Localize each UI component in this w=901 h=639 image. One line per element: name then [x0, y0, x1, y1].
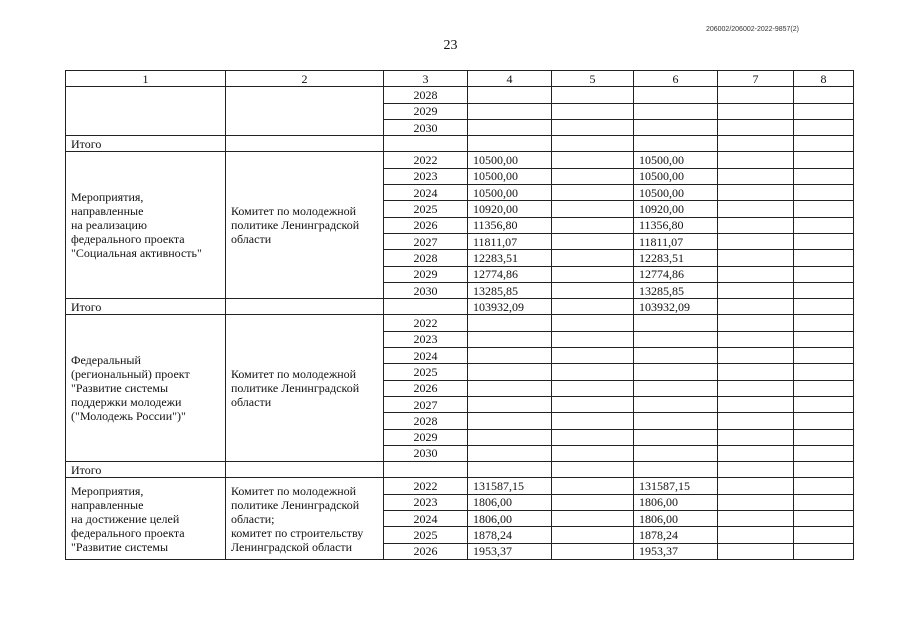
header-cell: 7: [718, 71, 794, 87]
total-col4-cell: 103932,09: [468, 299, 552, 315]
measure-name-cell-line: "Развитие системы: [71, 539, 169, 554]
amount-col4-cell: 10920,00: [468, 201, 552, 217]
amount-col8-cell: [794, 152, 854, 168]
amount-col5-cell: [552, 429, 634, 445]
year-cell: 2028: [384, 250, 468, 266]
total-label-cell: Итого: [66, 136, 226, 152]
year-cell: 2030: [384, 445, 468, 461]
amount-col7-cell: [718, 315, 794, 331]
amount-col4-cell: 10500,00: [468, 152, 552, 168]
measure-name-cell-line: федерального проекта: [71, 232, 185, 247]
amount-col8-cell: [794, 348, 854, 364]
amount-col7-cell: [718, 299, 794, 315]
page-number: 23: [443, 38, 458, 53]
amount-col6-cell: [634, 445, 718, 461]
amount-col5-cell: [552, 201, 634, 217]
amount-col8-cell: [794, 201, 854, 217]
total-row: [66, 462, 854, 478]
amount-col5-cell: [552, 494, 634, 510]
amount-col4-cell: 1806,00: [468, 511, 552, 527]
year-cell: 2026: [384, 380, 468, 396]
header-row: [66, 71, 854, 87]
amount-col6-cell: 10500,00: [634, 185, 718, 201]
amount-col7-cell: [718, 250, 794, 266]
measure-name-cell-line: на достижение целей: [71, 511, 180, 526]
year-cell: 2028: [384, 413, 468, 429]
amount-col6-cell: [634, 396, 718, 412]
amount-col4-cell: 11356,80: [468, 217, 552, 233]
amount-col4-cell: [468, 429, 552, 445]
amount-col8-cell: [794, 478, 854, 494]
amount-col8-cell: [794, 396, 854, 412]
amount-col8-cell: [794, 380, 854, 396]
amount-col8-cell: [794, 250, 854, 266]
amount-col8-cell: [794, 543, 854, 559]
executor-cell-line: Комитет по молодежной: [231, 367, 357, 382]
amount-col5-cell: [552, 233, 634, 249]
amount-col8-cell: [794, 462, 854, 478]
measure-name-cell-line: Федеральный: [71, 353, 141, 368]
measure-name-cell-line: поддержки молодежи: [71, 395, 182, 410]
executor-cell-line: политике Ленинградской: [231, 381, 360, 396]
year-cell: 2022: [384, 152, 468, 168]
amount-col7-cell: [718, 462, 794, 478]
amount-col5-cell: [552, 527, 634, 543]
amount-col5-cell: [552, 168, 634, 184]
header-cell: 8: [794, 71, 854, 87]
executor-cell: [226, 87, 384, 136]
amount-col5-cell: [552, 250, 634, 266]
total-col4-cell: [468, 136, 552, 152]
measure-name-cell-line: направленные: [71, 204, 144, 219]
amount-col6-cell: 11811,07: [634, 233, 718, 249]
budget-table: [65, 70, 854, 560]
total-col6-cell: 103932,09: [634, 299, 718, 315]
amount-col8-cell: [794, 266, 854, 282]
executor-cell: [226, 299, 384, 315]
amount-col7-cell: [718, 413, 794, 429]
amount-col5-cell: [552, 348, 634, 364]
year-cell: 2025: [384, 201, 468, 217]
year-cell: 2030: [384, 119, 468, 135]
amount-col4-cell: 1806,00: [468, 494, 552, 510]
amount-col5-cell: [552, 396, 634, 412]
header-cell: 3: [384, 71, 468, 87]
amount-col6-cell: 1806,00: [634, 494, 718, 510]
measure-name-cell: [66, 315, 226, 462]
amount-col4-cell: [468, 331, 552, 347]
amount-col6-cell: 131587,15: [634, 478, 718, 494]
executor-cell-line: комитет по строительству: [231, 525, 364, 540]
year-cell: 2025: [384, 527, 468, 543]
amount-col7-cell: [718, 429, 794, 445]
amount-col6-cell: [634, 429, 718, 445]
amount-col4-cell: [468, 364, 552, 380]
amount-col8-cell: [794, 233, 854, 249]
amount-col4-cell: 12774,86: [468, 266, 552, 282]
measure-name-cell-line: Мероприятия,: [71, 190, 144, 205]
amount-col5-cell: [552, 331, 634, 347]
year-cell: 2030: [384, 282, 468, 298]
header-cell: 4: [468, 71, 552, 87]
amount-col6-cell: 11356,80: [634, 217, 718, 233]
executor-cell-line: области: [231, 232, 272, 247]
header-cell: 6: [634, 71, 718, 87]
amount-col7-cell: [718, 152, 794, 168]
amount-col8-cell: [794, 87, 854, 103]
amount-col8-cell: [794, 299, 854, 315]
amount-col4-cell: [468, 396, 552, 412]
amount-col8-cell: [794, 331, 854, 347]
amount-col7-cell: [718, 217, 794, 233]
amount-col7-cell: [718, 364, 794, 380]
amount-col6-cell: 1806,00: [634, 511, 718, 527]
executor-cell-line: области: [231, 395, 272, 410]
header-cell: 2: [226, 71, 384, 87]
amount-col4-cell: 10500,00: [468, 185, 552, 201]
total-col6-cell: [634, 136, 718, 152]
year-cell: [384, 136, 468, 152]
executor-cell: [226, 136, 384, 152]
amount-col7-cell: [718, 494, 794, 510]
executor-cell-line: Комитет по молодежной: [231, 204, 357, 219]
amount-col7-cell: [718, 543, 794, 559]
amount-col4-cell: [468, 87, 552, 103]
year-cell: 2027: [384, 396, 468, 412]
amount-col7-cell: [718, 282, 794, 298]
executor-cell: [226, 462, 384, 478]
amount-col7-cell: [718, 511, 794, 527]
amount-col8-cell: [794, 445, 854, 461]
amount-col6-cell: 10500,00: [634, 168, 718, 184]
measure-name-cell-line: Мероприятия,: [71, 483, 144, 498]
amount-col5-cell: [552, 445, 634, 461]
amount-col8-cell: [794, 217, 854, 233]
amount-col6-cell: 1953,37: [634, 543, 718, 559]
amount-col8-cell: [794, 494, 854, 510]
amount-col4-cell: 1953,37: [468, 543, 552, 559]
amount-col5-cell: [552, 185, 634, 201]
amount-col8-cell: [794, 185, 854, 201]
amount-col4-cell: [468, 445, 552, 461]
table-row: [66, 315, 854, 331]
amount-col5-cell: [552, 152, 634, 168]
table-row: [66, 478, 854, 494]
executor-cell: [226, 478, 384, 559]
amount-col6-cell: 12283,51: [634, 250, 718, 266]
amount-col5-cell: [552, 511, 634, 527]
amount-col7-cell: [718, 266, 794, 282]
header-cell: 1: [66, 71, 226, 87]
amount-col6-cell: [634, 103, 718, 119]
amount-col5-cell: [552, 462, 634, 478]
year-cell: 2022: [384, 478, 468, 494]
amount-col4-cell: [468, 103, 552, 119]
amount-col8-cell: [794, 511, 854, 527]
amount-col8-cell: [794, 364, 854, 380]
amount-col4-cell: 13285,85: [468, 282, 552, 298]
amount-col4-cell: [468, 315, 552, 331]
total-label-cell: Итого: [66, 462, 226, 478]
amount-col4-cell: [468, 413, 552, 429]
measure-name-cell-line: (региональный) проект: [71, 367, 190, 382]
executor-cell-line: области;: [231, 511, 275, 526]
amount-col7-cell: [718, 136, 794, 152]
amount-col5-cell: [552, 543, 634, 559]
amount-col7-cell: [718, 233, 794, 249]
amount-col8-cell: [794, 103, 854, 119]
executor-cell-line: Комитет по молодежной: [231, 483, 357, 498]
amount-col5-cell: [552, 299, 634, 315]
year-cell: [384, 462, 468, 478]
executor-cell: [226, 315, 384, 462]
amount-col7-cell: [718, 201, 794, 217]
amount-col7-cell: [718, 348, 794, 364]
amount-col7-cell: [718, 445, 794, 461]
amount-col8-cell: [794, 168, 854, 184]
total-label-cell: Итого: [66, 299, 226, 315]
amount-col7-cell: [718, 103, 794, 119]
table-row: [66, 87, 854, 103]
amount-col7-cell: [718, 119, 794, 135]
year-cell: 2023: [384, 168, 468, 184]
amount-col4-cell: 11811,07: [468, 233, 552, 249]
year-cell: 2029: [384, 266, 468, 282]
measure-name-cell: [66, 478, 226, 559]
amount-col5-cell: [552, 136, 634, 152]
amount-col5-cell: [552, 103, 634, 119]
amount-col6-cell: [634, 380, 718, 396]
year-cell: 2029: [384, 429, 468, 445]
amount-col5-cell: [552, 315, 634, 331]
document-id: 206002/206002-2022-9857(2): [705, 26, 799, 33]
amount-col5-cell: [552, 478, 634, 494]
amount-col4-cell: 12283,51: [468, 250, 552, 266]
year-cell: 2024: [384, 185, 468, 201]
table-body: [66, 87, 854, 560]
amount-col6-cell: [634, 331, 718, 347]
amount-col7-cell: [718, 396, 794, 412]
amount-col5-cell: [552, 282, 634, 298]
year-cell: 2022: [384, 315, 468, 331]
amount-col8-cell: [794, 136, 854, 152]
amount-col5-cell: [552, 119, 634, 135]
year-cell: 2024: [384, 348, 468, 364]
executor-cell: [226, 152, 384, 299]
amount-col8-cell: [794, 315, 854, 331]
year-cell: 2029: [384, 103, 468, 119]
year-cell: 2026: [384, 217, 468, 233]
amount-col4-cell: 131587,15: [468, 478, 552, 494]
amount-col5-cell: [552, 217, 634, 233]
amount-col6-cell: [634, 348, 718, 364]
amount-col6-cell: 1878,24: [634, 527, 718, 543]
amount-col6-cell: [634, 364, 718, 380]
amount-col5-cell: [552, 380, 634, 396]
amount-col4-cell: [468, 119, 552, 135]
year-cell: 2023: [384, 494, 468, 510]
measure-name-cell-line: федерального проекта: [71, 525, 185, 540]
amount-col5-cell: [552, 87, 634, 103]
amount-col5-cell: [552, 413, 634, 429]
amount-col6-cell: 13285,85: [634, 282, 718, 298]
amount-col7-cell: [718, 380, 794, 396]
amount-col6-cell: [634, 315, 718, 331]
executor-cell-line: Ленинградской области: [231, 539, 353, 554]
year-cell: 2025: [384, 364, 468, 380]
year-cell: 2027: [384, 233, 468, 249]
amount-col6-cell: [634, 413, 718, 429]
amount-col7-cell: [718, 185, 794, 201]
year-cell: 2023: [384, 331, 468, 347]
amount-col8-cell: [794, 119, 854, 135]
year-cell: 2024: [384, 511, 468, 527]
amount-col6-cell: [634, 119, 718, 135]
amount-col8-cell: [794, 429, 854, 445]
executor-cell-line: политике Ленинградской: [231, 497, 360, 512]
amount-col7-cell: [718, 527, 794, 543]
measure-name-cell-line: "Развитие системы: [71, 381, 169, 396]
amount-col5-cell: [552, 266, 634, 282]
amount-col5-cell: [552, 364, 634, 380]
amount-col7-cell: [718, 478, 794, 494]
amount-col7-cell: [718, 331, 794, 347]
amount-col6-cell: 10500,00: [634, 152, 718, 168]
amount-col6-cell: [634, 87, 718, 103]
year-cell: 2026: [384, 543, 468, 559]
table-row: [66, 152, 854, 168]
measure-name-cell-line: на реализацию: [71, 218, 147, 233]
measure-name-cell-line: направленные: [71, 497, 144, 512]
amount-col4-cell: 10500,00: [468, 168, 552, 184]
amount-col8-cell: [794, 413, 854, 429]
measure-name-cell-line: "Социальная активность": [71, 246, 202, 261]
amount-col6-cell: 10920,00: [634, 201, 718, 217]
amount-col7-cell: [718, 87, 794, 103]
total-col6-cell: [634, 462, 718, 478]
total-row: [66, 136, 854, 152]
measure-name-cell: [66, 152, 226, 299]
total-row: [66, 299, 854, 315]
measure-name-cell-line: ("Молодежь России")": [71, 409, 186, 424]
amount-col8-cell: [794, 282, 854, 298]
amount-col8-cell: [794, 527, 854, 543]
amount-col7-cell: [718, 168, 794, 184]
executor-cell-line: политике Ленинградской: [231, 218, 360, 233]
amount-col4-cell: [468, 348, 552, 364]
year-cell: 2028: [384, 87, 468, 103]
total-col4-cell: [468, 462, 552, 478]
year-cell: [384, 299, 468, 315]
amount-col4-cell: 1878,24: [468, 527, 552, 543]
header-cell: 5: [552, 71, 634, 87]
measure-name-cell: [66, 87, 226, 136]
amount-col6-cell: 12774,86: [634, 266, 718, 282]
amount-col4-cell: [468, 380, 552, 396]
